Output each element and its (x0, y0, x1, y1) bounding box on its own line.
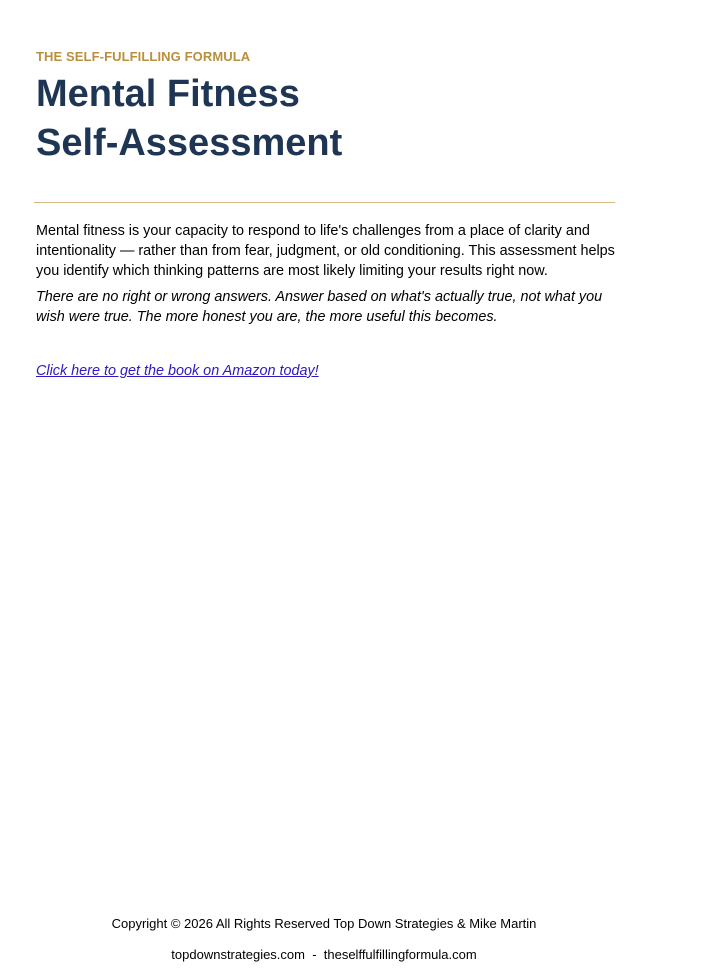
intro-paragraph: Mental fitness is your capacity to respond to life's challenges from a place of clarity and intentionality — rather than from fear, judgment, or old conditioning. This assessment helps you identify which thinking patterns are most likely limiting your results right now. (36, 223, 615, 279)
instructions-note: There are no right or wrong answers. Answer based on what's actually true, not what you wish were true. The more honest you are, the more useful this becomes. (36, 289, 603, 325)
page-title (36, 70, 596, 168)
footer-copyright: Copyright © 2026 All Rights Reserved Top Down Strategies & Mike Martin (111, 916, 537, 931)
page-title-line-2: Self-Assessment (36, 122, 343, 164)
document-eyebrow: THE SELF-FULFILLING FORMULA (36, 49, 251, 64)
page-title-line-1: Mental Fitness (36, 73, 300, 115)
header-divider (34, 202, 615, 203)
footer-websites: topdownstrategies.com - theselffulfillingformula.com (171, 947, 477, 962)
amazon-book-link[interactable]: Click here to get the book on Amazon today! (36, 363, 319, 379)
